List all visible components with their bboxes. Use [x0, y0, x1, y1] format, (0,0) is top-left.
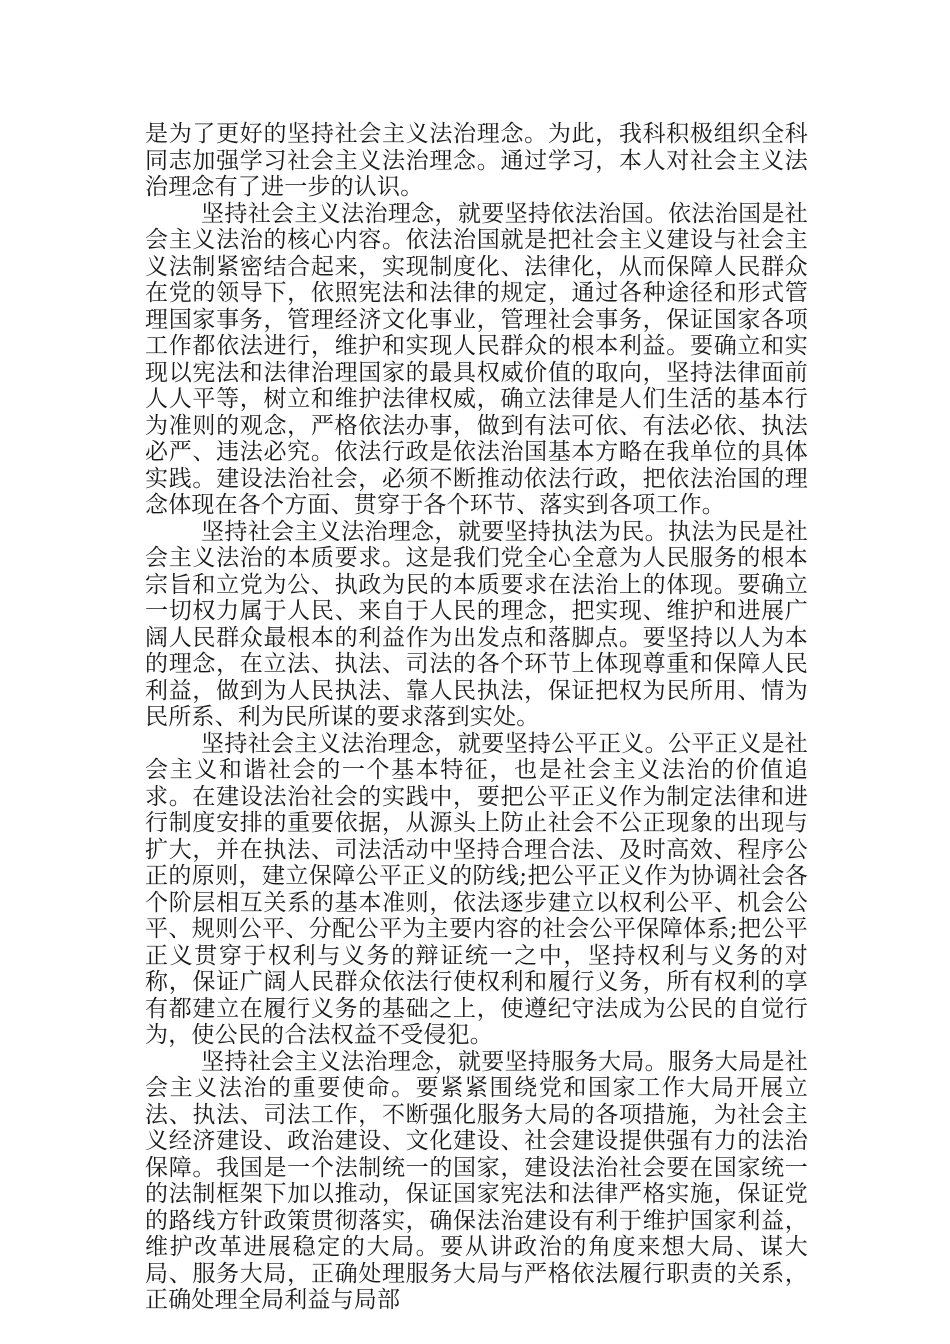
paragraph-law-for-people: 坚持社会主义法治理念，就要坚持执法为民。执法为民是社会主义法治的本质要求。这是我们党全心全意为人民服务的根本宗旨和立党为公、执政为民的本质要求在法治上的体现。要确立一切权力属于人民、来自于人民的理念，把实现、维护和进展广阔人民群众最根本的利益作为出发点和落脚点。要坚持以人为本的理念，在立法、执法、司法的各个环节上体现尊重和保障人民利益，做到为人民执法、靠人民执法，保证把权为民所用、情为民所系、利为民所谋的要求落到实处。: [145, 518, 808, 730]
document-page: [145, 121, 808, 1314]
paragraph-fairness-justice: 坚持社会主义法治理念，就要坚持公平正义。公平正义是社会主义和谐社会的一个基本特征，也是社会主义法治的价值追求。在建设法治社会的实践中，要把公平正义作为制定法律和进行制度安排的重要依据，从源头上防止社会不公正现象的出现与扩大，并在执法、司法活动中坚持合理合法、及时高效、程序公正的原则，建立保障公平正义的防线;把公平正义作为协调社会各个阶层相互关系的基本准则，依法逐步建立以权利公平、机会公平、规则公平、分配公平为主要内容的社会公平保障体系;把公平正义贯穿于权利与义务的辩证统一之中，坚持权利与义务的对称，保证广阔人民群众依法行使权利和履行义务，所有权利的享有都建立在履行义务的基础之上，使遵纪守法成为公民的自觉行为，使公民的合法权益不受侵犯。: [145, 730, 808, 1048]
paragraph-serve-overall: 坚持社会主义法治理念，就要坚持服务大局。服务大局是社会主义法治的重要使命。要紧紧围绕党和国家工作大局开展立法、执法、司法工作，不断强化服务大局的各项措施，为社会主义经济建设、政治建设、文化建设、社会建设提供强有力的法治保障。我国是一个法制统一的国家，建设法治社会要在国家统一的法制框架下加以推动，保证国家宪法和法律严格实施，保证党的路线方针政策贯彻落实，确保法治建设有利于维护国家利益，维护改革进展稳定的大局。要从讲政治的角度来想大局、谋大局、服务大局，正确处理服务大局与严格依法履行职责的关系，正确处理全局利益与局部: [145, 1048, 808, 1313]
paragraph-intro: 是为了更好的坚持社会主义法治理念。为此，我科积极组织全科同志加强学习社会主义法治理念。通过学习，本人对社会主义法治理念有了进一步的认识。: [145, 121, 808, 200]
paragraph-rule-of-law: 坚持社会主义法治理念，就要坚持依法治国。依法治国是社会主义法治的核心内容。依法治国就是把社会主义建设与社会主义法制紧密结合起来，实现制度化、法律化，从而保障人民群众在党的领导下，依照宪法和法律的规定，通过各种途径和形式管理国家事务，管理经济文化事业，管理社会事务，保证国家各项工作都依法进行，维护和实现人民群众的根本利益。要确立和实现以宪法和法律治理国家的最具权威价值的取向，坚持法律面前人人平等，树立和维护法律权威，确立法律是人们生活的基本行为准则的观念，严格依法办事，做到有法可依、有法必依、执法必严、违法必究。依法行政是依法治国基本方略在我单位的具体实践。建设法治社会，必须不断推动依法行政，把依法治国的理念体现在各个方面、贯穿于各个环节、落实到各项工作。: [145, 200, 808, 518]
